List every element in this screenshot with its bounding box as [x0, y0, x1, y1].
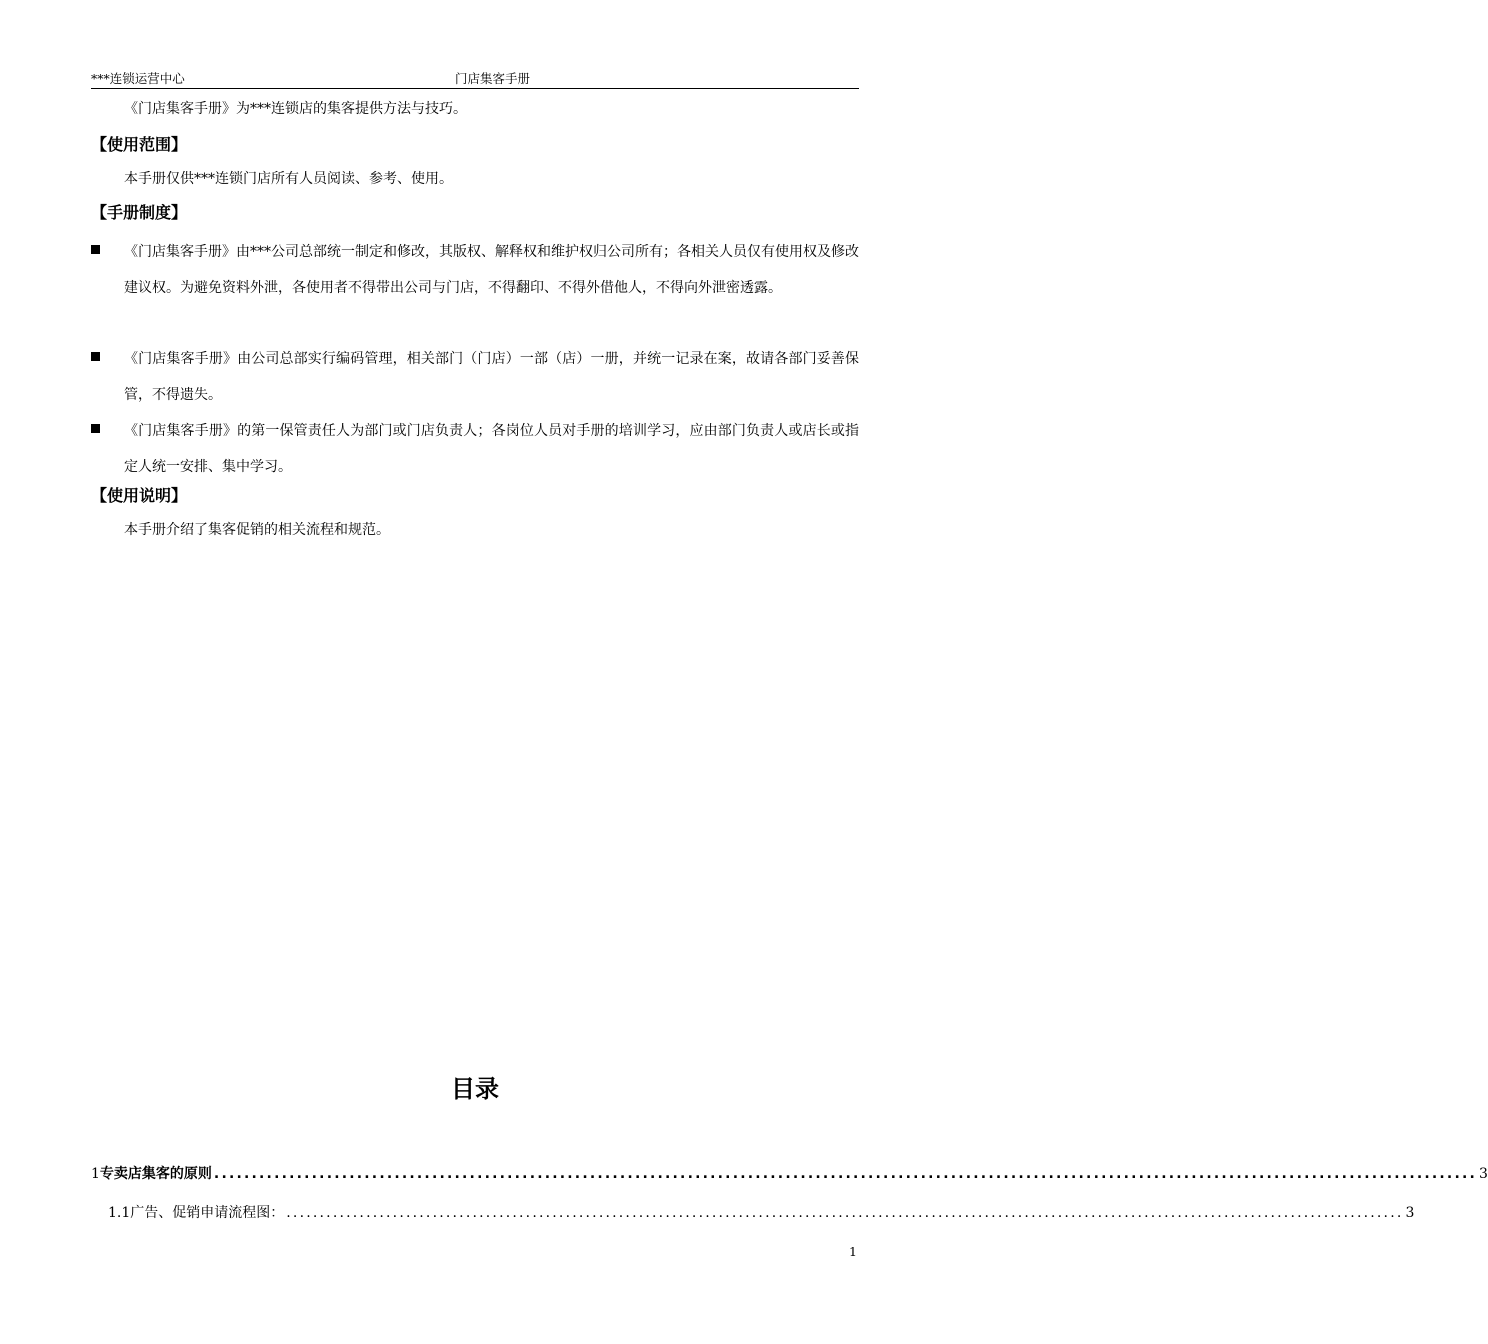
- toc-leader-dots: ........................................................................................................................................................................: [213, 1166, 1478, 1182]
- square-bullet-icon: [91, 424, 100, 433]
- square-bullet-icon: [91, 245, 100, 254]
- usage-paragraph: 本手册介绍了集客促销的相关流程和规范。: [124, 522, 390, 538]
- scope-paragraph: 本手册仅供***连锁门店所有人员阅读、参考、使用。: [124, 171, 453, 187]
- toc-entry-page: 3: [1405, 1205, 1415, 1221]
- toc-entry-label: 广告、促销申请流程图：: [130, 1205, 285, 1221]
- toc-entry-page: 3: [1479, 1166, 1488, 1182]
- rules-item-text: 《门店集客手册》由***公司总部统一制定和修改，其版权、解释权和维护权归公司所有；各相关人员仅有使用权及修改建议权。为避免资料外泄，各使用者不得带出公司与门店，不得翻印、不得外借他人，不得向外泄密透露。: [124, 244, 859, 296]
- heading-usage: 【使用说明】: [91, 486, 188, 505]
- intro-paragraph: 《门店集客手册》为***连锁店的集客提供方法与技巧。: [124, 101, 467, 117]
- toc-entry[interactable]: [91, 1164, 1488, 1184]
- toc-entry-number: 1.1: [108, 1205, 131, 1221]
- header-organization: ***连锁运营中心: [91, 71, 185, 86]
- toc-entry-label: 专卖店集客的原则: [99, 1166, 212, 1182]
- toc-leader-dots: ........................................................................................................................................................................: [286, 1205, 1404, 1221]
- square-bullet-icon: [91, 352, 100, 361]
- toc-title: 目录: [451, 1075, 499, 1103]
- rules-item-text: 《门店集客手册》由公司总部实行编码管理，相关部门（门店）一部（店）一册，并统一记录在案，故请各部门妥善保管，不得遗失。: [124, 351, 859, 403]
- toc-entry-number: 1: [91, 1166, 100, 1182]
- rules-item-text: 《门店集客手册》的第一保管责任人为部门或门店负责人；各岗位人员对手册的培训学习，应由部门负责人或店长或指定人统一安排、集中学习。: [124, 423, 859, 475]
- heading-rules: 【手册制度】: [91, 203, 188, 222]
- toc-entry[interactable]: [108, 1203, 1415, 1223]
- page-number: 1: [849, 1244, 857, 1259]
- header-document-title: 门店集客手册: [455, 71, 531, 86]
- heading-scope: 【使用范围】: [91, 135, 188, 154]
- page-header: [91, 70, 859, 89]
